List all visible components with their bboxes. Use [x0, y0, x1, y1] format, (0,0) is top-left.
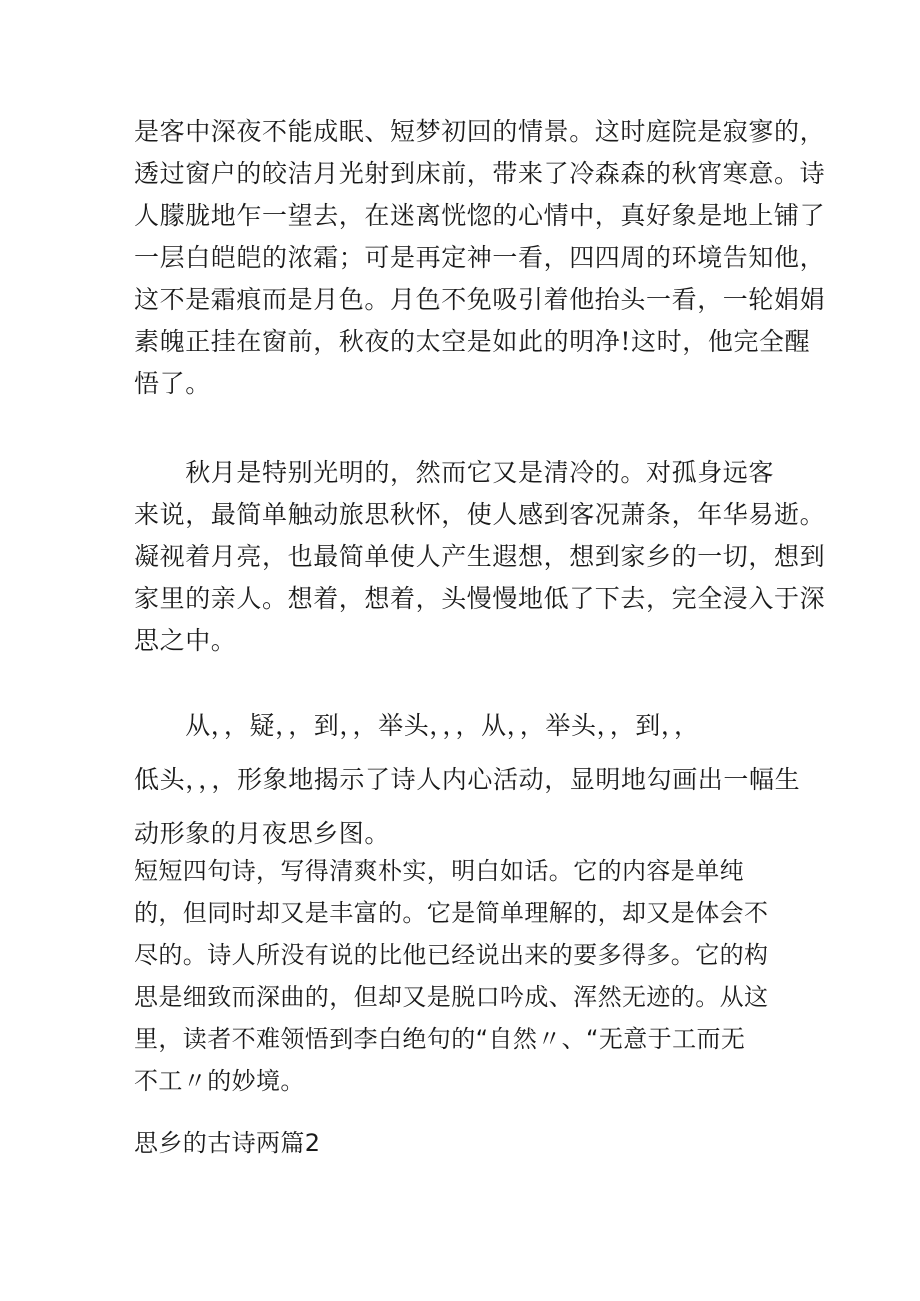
text-line: 动形象的月夜思乡图。 [134, 819, 391, 848]
text-line: 悟了。 [134, 369, 211, 398]
text-line: 一层白皑皑的浓霜；可是再定神一看，四四周的环境告知他， [134, 243, 826, 272]
text-line: 人朦胧地乍一望去，在迷离恍惚的心情中，真好象是地上铺了 [134, 201, 826, 230]
paragraph-2 [134, 452, 826, 662]
text-line: 不工〃的妙境。 [134, 1067, 305, 1095]
text-line: 低头，，，形象地揭示了诗人内心活动，显明地勾画出一幅生 [134, 765, 801, 794]
text-line: 是客中深夜不能成眠、短梦初回的情景。这时庭院是寂寥的， [134, 117, 826, 146]
text-line: 素魄正挂在窗前，秋夜的太空是如此的明净!这时，他完全醒 [134, 327, 811, 356]
text-line: 秋月是特别光明的，然而它又是清冷的。对孤身远客 [134, 458, 775, 487]
text-line: 凝视着月亮，也最简单使人产生遐想，想到家乡的一切，想到 [134, 542, 826, 571]
text-line: 思之中。 [134, 626, 237, 655]
text-line: 里，读者不难领悟到李白绝句的“自然〃、“无意于工而无 [134, 1025, 746, 1053]
text-line: 尽的。诗人所没有说的比他已经说出来的要多得多。它的构 [134, 941, 769, 969]
text-line: 的，但同时却又是丰富的。它是简单理解的，却又是体会不 [134, 899, 769, 927]
text-line: 从，，疑，，到，，举头，，，从，，举头，，到，， [134, 711, 700, 740]
paragraph-1 [134, 111, 826, 405]
paragraph-3 [134, 699, 801, 861]
paragraph-4 [134, 850, 794, 1102]
text-line: 短短四句诗，写得清爽朴实，明白如话。它的内容是单纯 [134, 857, 744, 885]
text-line: 透过窗户的皎洁月光射到床前，带来了冷森森的秋宵寒意。诗 [134, 159, 826, 188]
text-line: 家里的亲人。想着，想着，头慢慢地低了下去，完全浸入于深 [134, 584, 826, 613]
text-line: 来说，最简单触动旅思秋怀，使人感到客况萧条，年华易逝。 [134, 500, 826, 529]
heading-text: 思乡的古诗两篇2 [134, 1129, 321, 1157]
text-line: 思是细致而深曲的，但却又是脱口吟成、浑然无迹的。从这 [134, 983, 769, 1011]
section-heading [134, 1124, 794, 1163]
text-line: 这不是霜痕而是月色。月色不免吸引着他抬头一看，一轮娟娟 [134, 285, 826, 314]
